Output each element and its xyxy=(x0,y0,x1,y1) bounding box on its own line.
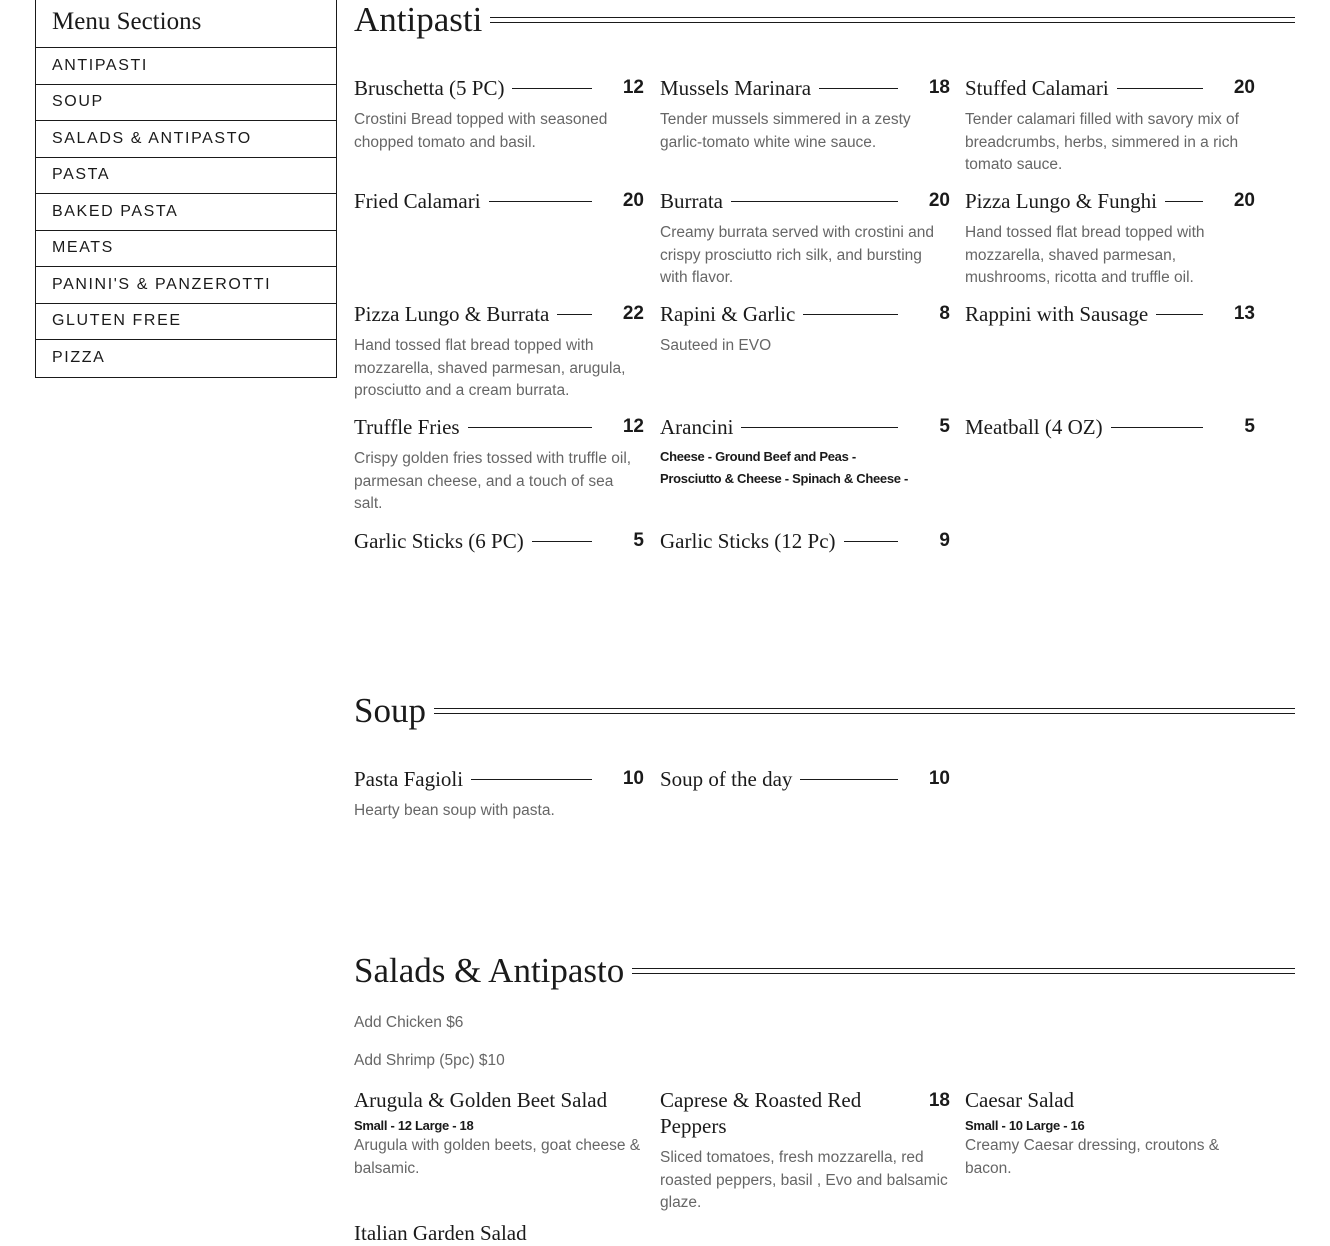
section-title: Soup xyxy=(354,691,426,730)
item-leader-line xyxy=(731,201,898,202)
menu-item xyxy=(354,414,644,516)
sidebar-item-pasta[interactable]: PASTA xyxy=(36,158,336,195)
sidebar-item-baked-pasta[interactable]: BAKED PASTA xyxy=(36,194,336,231)
item-name: Meatball (4 OZ) xyxy=(965,415,1103,439)
item-price: 18 xyxy=(928,1090,950,1111)
item-leader-line xyxy=(1156,314,1203,315)
section-title: Antipasti xyxy=(354,0,483,39)
item-price: 18 xyxy=(928,77,950,98)
item-description: Creamy burrata served with crostini and crispy prosciutto rich silk, and bursting with flavor. xyxy=(660,224,934,286)
menu-item xyxy=(965,188,1255,290)
add-on-note: Add Chicken $6 xyxy=(354,1014,464,1031)
item-name: Mussels Marinara xyxy=(660,76,812,100)
item-leader-line xyxy=(1117,88,1203,89)
section-divider xyxy=(434,708,1295,714)
add-on-note: Add Shrimp (5pc) $10 xyxy=(354,1052,505,1069)
item-price: 5 xyxy=(939,416,950,437)
item-options-line: Cheese - Ground Beef and Peas - xyxy=(660,449,856,464)
item-name: Fried Calamari xyxy=(354,189,481,213)
item-options xyxy=(660,446,950,490)
item-leader-line xyxy=(741,427,898,428)
menu-item xyxy=(354,1087,644,1180)
item-price: 5 xyxy=(633,530,644,551)
sidebar-item-meats[interactable]: MEATS xyxy=(36,231,336,268)
item-name: Pasta Fagioli xyxy=(354,767,464,791)
menu-item xyxy=(354,1220,644,1246)
menu-item xyxy=(660,75,950,154)
section-divider xyxy=(632,968,1295,974)
item-description: Hearty bean soup with pasta. xyxy=(354,802,555,819)
item-options: Small - 10 Large - 16 xyxy=(965,1118,1085,1133)
section-title: Salads & Antipasto xyxy=(354,951,625,990)
item-price: 12 xyxy=(622,416,644,437)
item-leader-line xyxy=(819,88,898,89)
item-name: Arugula & Golden Beet Salad xyxy=(354,1088,608,1112)
menu-item xyxy=(965,75,1255,177)
item-name: Caesar Salad xyxy=(965,1088,1075,1112)
item-price: 5 xyxy=(1244,416,1255,437)
item-description: Tender calamari filled with savory mix of breadcrumbs, herbs, simmered in a rich tomato sauce. xyxy=(965,111,1239,173)
sidebar-item-pizza[interactable]: PIZZA xyxy=(52,349,106,367)
section-header-salads xyxy=(354,951,1295,991)
item-name: Pizza Lungo & Funghi xyxy=(965,189,1157,213)
item-leader-line xyxy=(1111,427,1203,428)
item-leader-line xyxy=(468,427,592,428)
item-leader-line xyxy=(1165,201,1203,202)
item-description: Crispy golden fries tossed with truffle oil, parmesan cheese, and a touch of sea salt. xyxy=(354,450,632,512)
menu-item xyxy=(660,528,950,554)
item-options-line: Prosciutto & Cheese - Spinach & Cheese - xyxy=(660,471,909,486)
menu-item xyxy=(354,766,644,823)
item-name: Stuffed Calamari xyxy=(965,76,1109,100)
item-name: Arancini xyxy=(660,415,734,439)
item-name: Pizza Lungo & Burrata xyxy=(354,302,550,326)
item-options: Small - 12 Large - 18 xyxy=(354,1118,474,1133)
menu-item xyxy=(965,414,1255,440)
item-description: Hand tossed flat bread topped with mozzarella, shaved parmesan, arugula, prosciutto and a cream burrata. xyxy=(354,337,626,399)
menu-item xyxy=(660,301,950,358)
section-header-soup xyxy=(354,691,1295,731)
item-description: Crostini Bread topped with seasoned chopped tomato and basil. xyxy=(354,111,608,151)
item-leader-line xyxy=(512,88,592,89)
sidebar-item-panini[interactable]: PANINI'S & PANZEROTTI xyxy=(36,267,336,304)
item-name: Soup of the day xyxy=(660,767,793,791)
item-leader-line xyxy=(471,779,592,780)
item-leader-line xyxy=(532,541,592,542)
menu-item xyxy=(965,1087,1255,1180)
item-price: 9 xyxy=(939,530,950,551)
item-price: 8 xyxy=(939,303,950,324)
item-name: Burrata xyxy=(660,189,723,213)
menu-sections-sidebar xyxy=(35,0,337,378)
item-price: 20 xyxy=(1233,190,1255,211)
section-divider xyxy=(490,17,1295,23)
section-header-antipasti xyxy=(354,0,1295,40)
item-leader-line xyxy=(803,314,898,315)
sidebar-item-antipasti[interactable]: ANTIPASTI xyxy=(36,48,336,85)
item-name: Rapini & Garlic xyxy=(660,302,796,326)
menu-item xyxy=(354,188,644,214)
item-name: Caprese & Roasted Red Peppers xyxy=(660,1088,862,1138)
item-leader-line xyxy=(844,541,898,542)
item-description: Creamy Caesar dressing, croutons & bacon. xyxy=(965,1137,1220,1177)
menu-item xyxy=(660,414,950,490)
item-description: Hand tossed flat bread topped with mozzarella, shaved parmesan, mushrooms, ricotta and truffle oil. xyxy=(965,224,1205,286)
item-price: 10 xyxy=(928,768,950,789)
item-name: Garlic Sticks (12 Pc) xyxy=(660,529,836,553)
item-name: Truffle Fries xyxy=(354,415,460,439)
item-name: Garlic Sticks (6 PC) xyxy=(354,529,524,553)
menu-item xyxy=(354,75,644,154)
menu-item xyxy=(660,188,950,290)
item-description: Sauteed in EVO xyxy=(660,337,772,354)
item-price: 20 xyxy=(1233,77,1255,98)
item-price: 22 xyxy=(622,303,644,324)
item-leader-line xyxy=(489,201,592,202)
item-leader-line xyxy=(800,779,898,780)
sidebar-item-gluten-free[interactable]: GLUTEN FREE xyxy=(36,304,336,341)
menu-item xyxy=(354,528,644,554)
menu-item xyxy=(660,1087,950,1215)
item-price: 20 xyxy=(622,190,644,211)
item-description: Tender mussels simmered in a zesty garlic-tomato white wine sauce. xyxy=(660,111,911,151)
menu-item xyxy=(965,301,1255,327)
item-name: Rappini with Sausage xyxy=(965,302,1149,326)
sidebar-title: Menu Sections xyxy=(36,0,336,48)
menu-item xyxy=(354,301,644,403)
item-price: 10 xyxy=(622,768,644,789)
menu-item xyxy=(660,766,950,792)
item-description: Arugula with golden beets, goat cheese & balsamic. xyxy=(354,1137,641,1177)
item-name: Italian Garden Salad xyxy=(354,1221,527,1245)
item-leader-line xyxy=(557,314,592,315)
item-price: 12 xyxy=(622,77,644,98)
sidebar-item-soup[interactable]: SOUP xyxy=(36,85,336,122)
sidebar-item-salads[interactable]: SALADS & ANTIPASTO xyxy=(36,121,336,158)
item-name: Bruschetta (5 PC) xyxy=(354,76,505,100)
item-description: Sliced tomatoes, fresh mozzarella, red roasted peppers, basil , Evo and balsamic glaze. xyxy=(660,1149,948,1211)
item-price: 13 xyxy=(1233,303,1255,324)
item-price: 20 xyxy=(928,190,950,211)
